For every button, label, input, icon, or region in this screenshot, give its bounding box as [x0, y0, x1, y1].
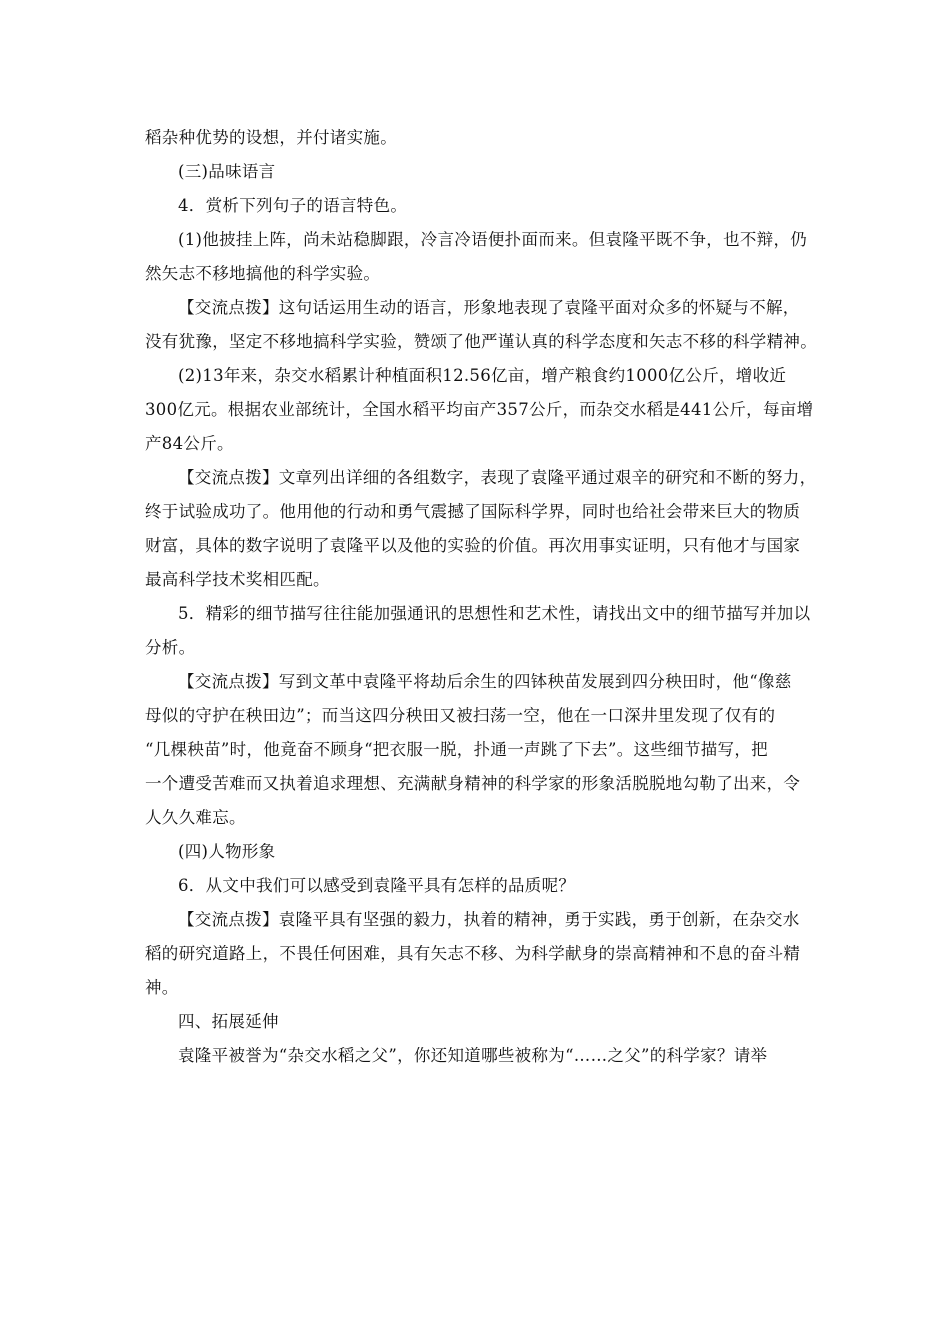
text-line: (四)人物形象 [178, 842, 276, 861]
text-line: 袁隆平被誉为“杂交水稻之父”，你还知道哪些被称为“……之父”的科学家？请举 [178, 1046, 768, 1065]
text-line: 【交流点拨】写到文革中袁隆平将劫后余生的四钵秧苗发展到四分秧田时，他“像慈 [178, 672, 792, 691]
paragraph-q5 [145, 597, 809, 665]
paragraph-s4 [145, 1005, 809, 1039]
text-line: 没有犹豫，坚定不移地搞科学实验，赞颂了他严谨认真的科学态度和矢志不移的科学精神。 [145, 332, 817, 351]
text-line: 产84公斤。 [145, 434, 234, 453]
text-line: 【交流点拨】文章列出详细的各组数字，表现了袁隆平通过艰辛的研究和不断的努力， [178, 468, 817, 487]
text-line: 稻杂种优势的设想，并付诸实施。 [145, 128, 397, 147]
text-line: 5．精彩的细节描写往往能加强通讯的思想性和艺术性，请找出文中的细节描写并加以 [178, 604, 811, 623]
text-line: “几棵秧苗”时，他竟奋不顾身“把衣服一脱，扑通一声跳了下去”。这些细节描写，把 [145, 740, 768, 759]
paragraph-h3 [145, 155, 809, 189]
paragraph-cont [145, 121, 809, 155]
text-line: 稻的研究道路上，不畏任何困难，具有矢志不移、为科学献身的崇高精神和不息的奋斗精 [145, 944, 801, 963]
paragraph-a6 [145, 903, 809, 1005]
text-line: (2)13年来，杂交水稻累计种植面积12.56亿亩，增产粮食约1000亿公斤，增收近 [178, 366, 787, 385]
text-line: 人久久难忘。 [145, 808, 246, 827]
paragraph-q4 [145, 189, 809, 223]
paragraph-a5 [145, 665, 809, 835]
text-line: 一个遭受苦难而又执着追求理想、充满献身精神的科学家的形象活脱脱地勾勒了出来，令 [145, 774, 801, 793]
text-line: 终于试验成功了。他用他的行动和勇气震撼了国际科学界，同时也给社会带来巨大的物质 [145, 502, 801, 521]
text-line: 6．从文中我们可以感受到袁隆平具有怎样的品质呢？ [178, 876, 576, 895]
paragraph-a4-1 [145, 291, 817, 359]
text-line: 然矢志不移地搞他的科学实验。 [145, 264, 381, 283]
text-line: 神。 [145, 978, 179, 997]
text-line: 【交流点拨】这句话运用生动的语言，形象地表现了袁隆平面对众多的怀疑与不解， [178, 298, 800, 317]
text-line: 4．赏析下列句子的语言特色。 [178, 196, 408, 215]
text-line: 分析。 [145, 638, 196, 657]
paragraph-q4-2 [145, 359, 814, 461]
text-line: 四、拓展延伸 [178, 1012, 279, 1031]
text-line: 300亿元。根据农业部统计，全国水稻平均亩产357公斤，而杂交水稻是441公斤，每亩增 [145, 400, 814, 419]
text-line: 母似的守护在秧田边”；而当这四分秧田又被扫荡一空，他在一口深井里发现了仅有的 [145, 706, 776, 725]
paragraph-q6 [145, 869, 809, 903]
paragraph-q7 [145, 1039, 809, 1073]
text-line: 【交流点拨】袁隆平具有坚强的毅力，执着的精神，勇于实践，勇于创新，在杂交水 [178, 910, 800, 929]
text-line: (1)他披挂上阵，尚未站稳脚跟，冷言冷语便扑面而来。但袁隆平既不争，也不辩，仍 [178, 230, 808, 249]
document-body [145, 121, 817, 1073]
text-line: (三)品味语言 [178, 162, 276, 181]
text-line: 财富，具体的数字说明了袁隆平以及他的实验的价值。再次用事实证明，只有他才与国家 [145, 536, 801, 555]
paragraph-q4-1 [145, 223, 809, 291]
text-line: 最高科学技术奖相匹配。 [145, 570, 330, 589]
paragraph-h4 [145, 835, 809, 869]
paragraph-a4-2 [145, 461, 817, 597]
